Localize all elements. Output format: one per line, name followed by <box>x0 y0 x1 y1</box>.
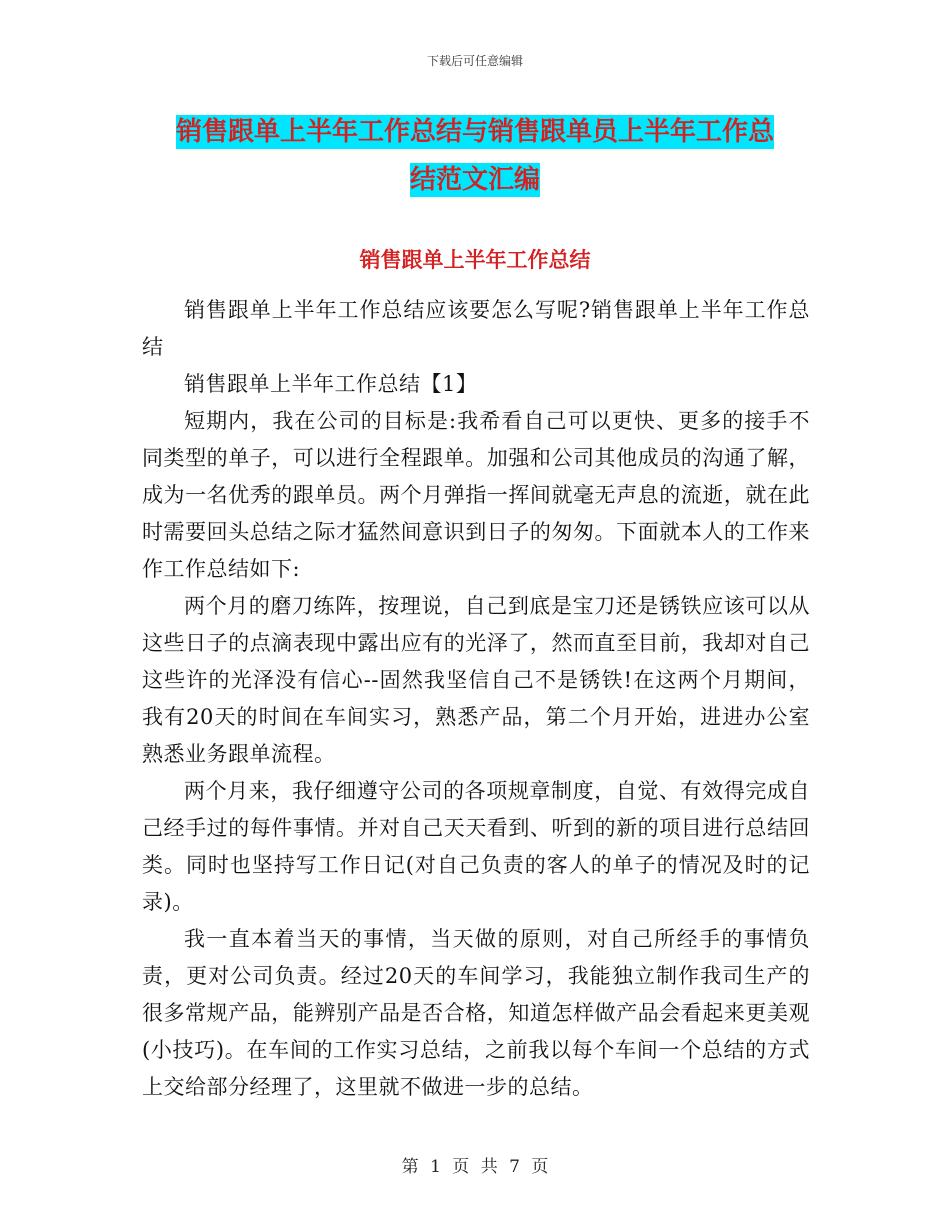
header-note: 下载后可任意编辑 <box>426 54 523 68</box>
section-title: 销售跟单上半年工作总结 <box>359 248 591 272</box>
document-title <box>140 108 810 204</box>
paragraph: 我一直本着当天的事情，当天做的原则，对自己所经手的事情负责，更对公司负责。经过20天的车间学习，我能独立制作我司生产的很多常规产品，能辨别产品是否合格，知道怎样做产品会看起来更美观(小技巧)。在车间的工作实习总结，之前我以每个车间一个总结的方式上交给部分经理了，这里就不做进一步的总结。 <box>142 927 810 1099</box>
paragraph: 两个月的磨刀练阵，按理说，自己到底是宝刀还是锈铁应该可以从这些日子的点滴表现中露出应有的光泽了，然而直至目前，我却对自己这些许的光泽没有信心--固然我坚信自己不是锈铁!在这两个月期间，我有20天的时间在车间实习，熟悉产品，第二个月开始，进进办公室熟悉业务跟单流程。 <box>142 594 810 766</box>
paragraph: 销售跟单上半年工作总结【1】 <box>184 372 478 396</box>
paragraph: 销售跟单上半年工作总结应该要怎么写呢?销售跟单上半年工作总结 <box>142 298 810 359</box>
document-title-line-1: 销售跟单上半年工作总结与销售跟单员上半年工作总 <box>175 117 774 147</box>
paragraph: 两个月来，我仔细遵守公司的各项规章制度，自觉、有效得完成自己经手过的每件事情。并对自己天天看到、听到的新的项目进行总结回类。同时也坚持写工作日记(对自己负责的客人的单子的情况及时的记录)。 <box>142 779 810 914</box>
paragraph: 短期内，我在公司的目标是:我希看自己可以更快、更多的接手不同类型的单子，可以进行全程跟单。加强和公司其他成员的沟通了解，成为一名优秀的跟单员。两个月弹指一挥间就毫无声息的流逝，就在此时需要回头总结之际才猛然间意识到日子的匆匆。下面就本人的工作来作工作总结如下: <box>142 409 810 581</box>
document-title-line-2: 结范文汇编 <box>409 165 540 195</box>
page-footer: 第 1 页 共 7 页 <box>401 1157 549 1177</box>
document-body <box>142 292 810 1106</box>
